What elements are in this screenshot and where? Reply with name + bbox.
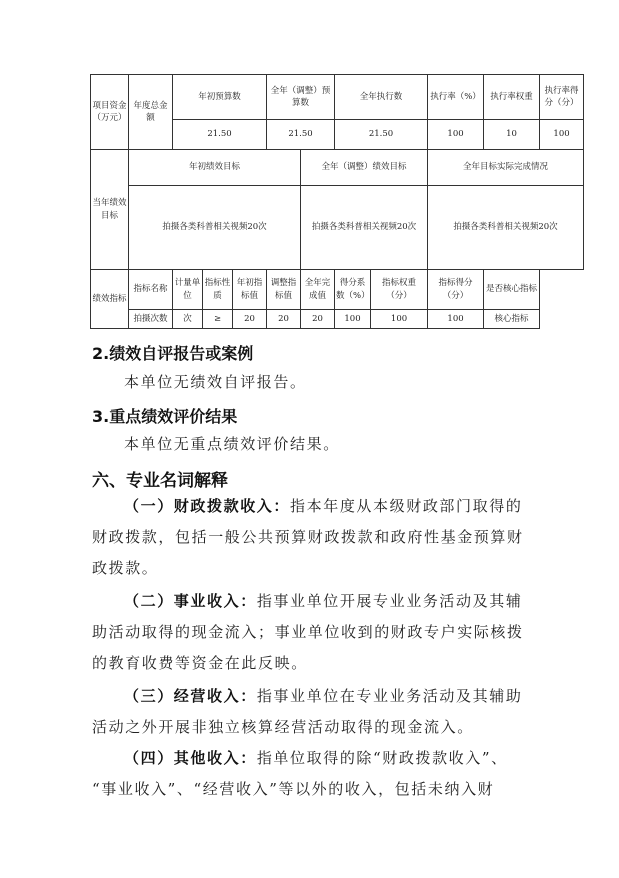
core-indicator-value: 核心指标	[484, 310, 540, 329]
adjusted-target-header: 全年（调整）绩效目标	[301, 150, 428, 186]
adjusted-budget-header: 全年（调整）预算数	[267, 75, 335, 120]
exec-rate-header: 执行率（%）	[428, 75, 484, 120]
initial-value-header: 年初指标值	[233, 270, 267, 310]
section-3-body: 本单位无重点绩效评价结果。	[124, 435, 340, 453]
nature-header: 指标性质	[203, 270, 233, 310]
score-coef-header: 得分系数（%）	[335, 270, 371, 310]
indicator-name-header: 指标名称	[129, 270, 173, 310]
initial-target-value: 拍摄各类科普相关视频20次	[129, 186, 301, 270]
indicator-score-value: 100	[428, 310, 484, 329]
term-2-line-2: 助活动取得的现金流入；事业单位收到的财政专户实际核拨	[92, 623, 524, 641]
indicator-name-value: 拍摄次数	[129, 310, 173, 329]
term-3-line-2: 活动之外开展非独立核算经营活动取得的现金流入。	[92, 718, 474, 736]
term-4-paragraph	[92, 743, 532, 805]
indicator-weight-header: 指标权重（分）	[371, 270, 428, 310]
completed-value-header: 全年完成值	[301, 270, 335, 310]
term-3-paragraph	[92, 681, 532, 743]
initial-budget-header: 年初预算数	[173, 75, 267, 120]
indicator-label-cell: 绩效指标	[91, 270, 129, 329]
term-4-line-1: 指单位取得的除“财政拨款收入”、	[256, 749, 508, 767]
adjusted-budget-value: 21.50	[267, 120, 335, 150]
term-1-line-1: 指本年度从本级财政部门取得的	[290, 497, 523, 515]
term-1-line-3: 政拨款。	[92, 559, 159, 577]
section-2-heading: 2.绩效自评报告或案例	[92, 344, 254, 363]
performance-table	[90, 74, 584, 329]
exec-rate-value: 100	[428, 120, 484, 150]
actual-completion-header: 全年目标实际完成情况	[428, 150, 584, 186]
exec-score-value: 100	[540, 120, 584, 150]
term-3-line-1: 指事业单位在专业业务活动及其辅助	[256, 687, 523, 705]
executed-header: 全年执行数	[335, 75, 428, 120]
exec-weight-header: 执行率权重	[484, 75, 540, 120]
term-4-line-2: “事业收入”、“经营收入”等以外的收入，包括未纳入财	[92, 780, 495, 798]
initial-target-header: 年初绩效目标	[129, 150, 301, 186]
indicator-score-header: 指标得分（分）	[428, 270, 484, 310]
section-6-heading: 六、专业名词解释	[92, 471, 228, 491]
term-1-lead: （一）财政拨款收入：	[124, 497, 291, 515]
executed-value: 21.50	[335, 120, 428, 150]
exec-weight-value: 10	[484, 120, 540, 150]
nature-value: ≥	[203, 310, 233, 329]
actual-completion-value: 拍摄各类科普相关视频20次	[428, 186, 584, 270]
funds-label-cell: 项目资金（万元）	[91, 75, 129, 150]
core-indicator-header: 是否核心指标	[484, 270, 540, 310]
completed-indicator-value: 20	[301, 310, 335, 329]
term-3-lead: （三）经营收入：	[124, 687, 257, 705]
initial-budget-value: 21.50	[173, 120, 267, 150]
target-label-cell: 当年绩效目标	[91, 150, 129, 270]
indicator-weight-value: 100	[371, 310, 428, 329]
adjusted-value-header: 调整指标值	[267, 270, 301, 310]
annual-amount-header: 年度总金额	[129, 75, 173, 150]
exec-score-header: 执行率得分（分）	[540, 75, 584, 120]
term-4-lead: （四）其他收入：	[124, 749, 257, 767]
adjusted-indicator-value: 20	[267, 310, 301, 329]
term-2-line-1: 指事业单位开展专业业务活动及其辅	[256, 592, 523, 610]
term-1-paragraph	[92, 491, 532, 584]
unit-header: 计量单位	[173, 270, 203, 310]
initial-indicator-value: 20	[233, 310, 267, 329]
section-2-body: 本单位无绩效自评报告。	[124, 373, 307, 391]
term-2-lead: （二）事业收入：	[124, 592, 257, 610]
term-1-line-2: 财政拨款，包括一般公共预算财政拨款和政府性基金预算财	[92, 528, 524, 546]
adjusted-target-value: 拍摄各类科普相关视频20次	[301, 186, 428, 270]
unit-value: 次	[173, 310, 203, 329]
term-2-paragraph	[92, 586, 532, 679]
section-3-heading: 3.重点绩效评价结果	[92, 407, 238, 426]
score-coef-value: 100	[335, 310, 371, 329]
term-2-line-3: 的教育收费等资金在此反映。	[92, 654, 308, 672]
